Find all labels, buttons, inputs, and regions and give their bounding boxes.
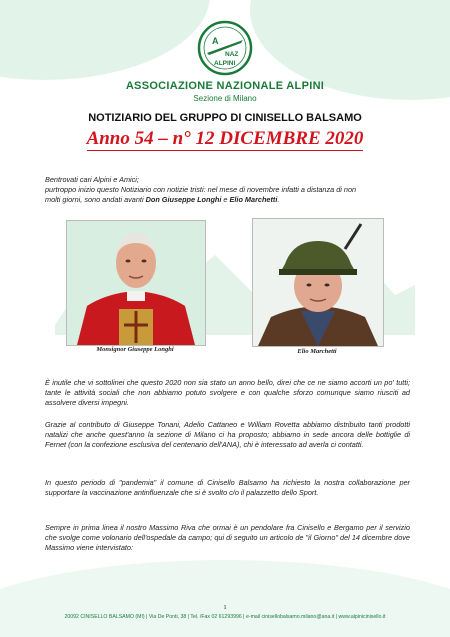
greeting: Bentrovati cari Alpini e Amici; — [45, 175, 139, 184]
caption-longhi: Monsignor Giuseppe Longhi — [96, 346, 174, 353]
intro-name1: Don Giuseppe Longhi — [145, 195, 222, 204]
issue-title — [0, 128, 450, 150]
paragraph-3: In questo periodo di "pandemia" il comune di Cinisello Balsamo ha richiesto la nostra collaborazione per supportare la vaccinazione antinfluenzale che si è svolto c/o il palazzetto dello Sport. — [45, 478, 410, 497]
page-number: 1 — [223, 604, 227, 611]
ana-logo-icon — [197, 20, 253, 76]
intro-line2-pre: molti giorni, sono andati avanti — [45, 195, 146, 204]
org-name: ASSOCIAZIONE NAZIONALE ALPINI — [125, 80, 325, 92]
caption-marchetti: Elio Marchetti — [297, 348, 337, 355]
decorative-wash-top-left — [0, 0, 210, 80]
priest-portrait-photo — [67, 221, 205, 345]
alpine-hat-portrait-photo — [253, 219, 383, 346]
paragraph-4: Sempre in prima linea il nostro Massimo Riva che ormai è un pendolare fra Cinisello e Bergamo per il servizio che svolge come volonario dell'ospedale da campo; qui di seguito un articolo de "il Giorno" del 14 dicembre dove Massimo viene intervistato: — [45, 523, 410, 552]
photo-longhi — [66, 220, 206, 346]
intro-name2: Elio Marchetti — [229, 195, 278, 204]
logo-letter: A — [212, 36, 219, 46]
logo-naz-text: NAZ — [225, 51, 239, 58]
intro-line2-mid: e — [221, 195, 230, 204]
footer-contacts: 20092 CINISELLO BALSAMO (MI) | Via De Ponti, 38 | Tel. /Fax 02 61293996 | e-mail cinisellobalsamo.milano@ana.it | www.alpinicinisello.it — [64, 614, 386, 620]
org-section: Sezione di Milano — [193, 94, 257, 103]
decorative-wash-bottom — [0, 560, 450, 637]
paragraph-2: Grazie al contributo di Giuseppe Tonani, Adelio Cattaneo e William Rovetta abbiamo distribuito tanti prodotti natalizi che anche quest'anno la sezione di Milano ci ha proposto; abbiamo in sede ancora delle bottiglie di Fernet (con la confezione esclusiva del centenario dell'ANA), chi è interessato ad averla ci contatti. — [45, 420, 410, 449]
intro-line2-end: . — [277, 195, 280, 204]
photo-marchetti — [252, 218, 384, 347]
intro-line1: purtroppo inizio questo Notiziario con notizie tristi: nel mese di novembre infatti a distanza di non — [45, 185, 357, 194]
issue-title-text: Anno 54 – n° 12 DICEMBRE 2020 — [86, 128, 364, 149]
logo-alpini-text: ALPINI — [214, 60, 236, 67]
paragraph-1: È inutile che vi sottolinei che questo 2020 non sia stato un anno bello, direi che ce ne siamo accorti un po' tutti; tante le attività sociali che non abbiamo potuto svolgere e con qualche sforzo comunque siamo riusciti ad assolvere diversi impegni. — [45, 378, 410, 407]
newsletter-title: NOTIZIARIO DEL GRUPPO DI CINISELLO BALSAMO — [88, 112, 362, 124]
